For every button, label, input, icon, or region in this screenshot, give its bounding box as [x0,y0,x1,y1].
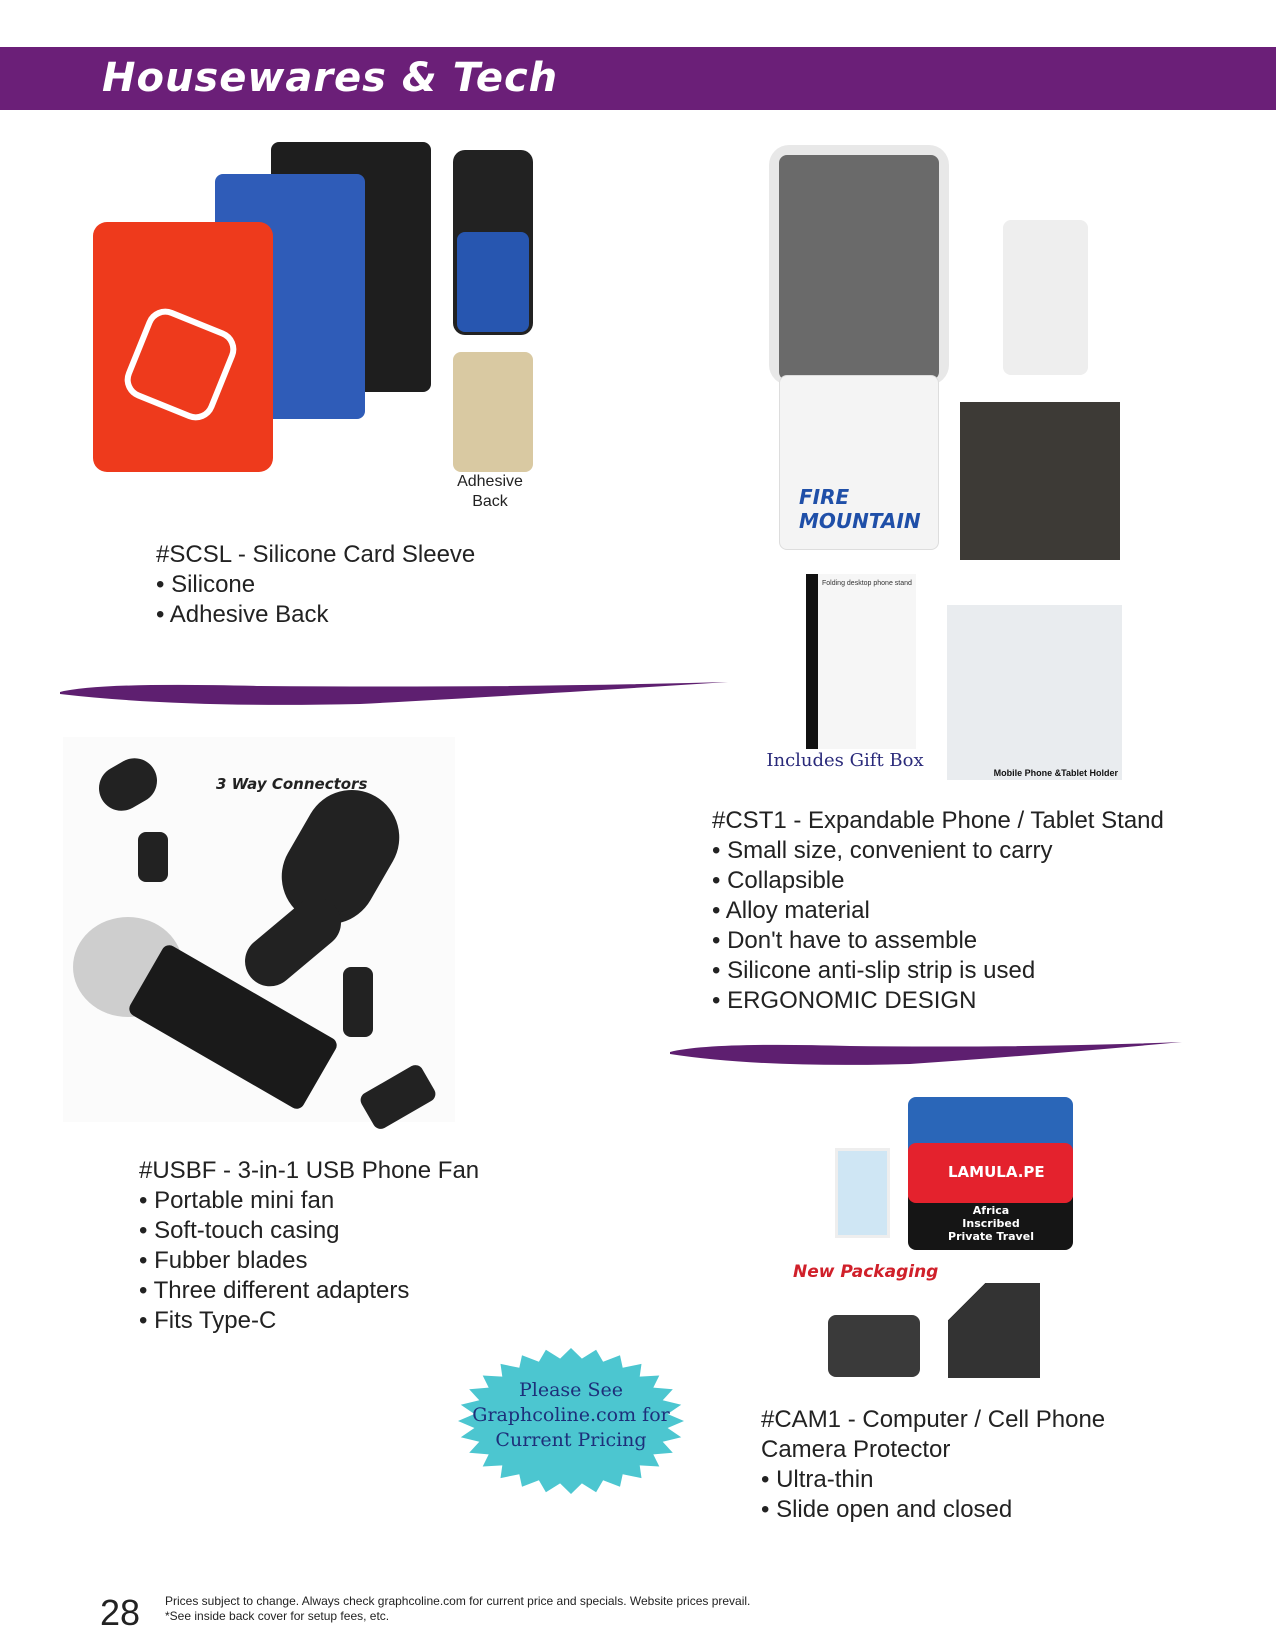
phone-stand-image [769,145,949,550]
badge-line: Please See [519,1379,623,1401]
new-packaging-caption: New Packaging [793,1262,939,1282]
divider-swash [670,1040,1185,1072]
stand-lifestyle-image [947,605,1122,780]
product-cam1-description [761,1405,1105,1525]
laptop-camera-cover-image [948,1283,1040,1378]
product-title: #USBF - 3-in-1 USB Phone Fan [139,1157,480,1184]
gift-box-text: Folding desktop phone stand [822,580,912,587]
lamula-logo: LAMULA.PE [948,1163,1045,1181]
camera-cover-red [908,1143,1073,1203]
product-bullet: • Adhesive Back [156,601,329,628]
product-title: #CST1 - Expandable Phone / Tablet Stand [712,807,1164,834]
product-bullet: • Portable mini fan [139,1187,335,1214]
product-title: Camera Protector [761,1436,951,1463]
stand-lifestyle-label: Mobile Phone &Tablet Holder [993,768,1118,778]
product-bullet: • Soft-touch casing [139,1217,340,1244]
product-title: #SCSL - Silicone Card Sleeve [156,541,476,568]
footer-notes [165,1594,750,1624]
card-sleeve-image [93,142,533,477]
product-bullet: • Alloy material [712,897,870,924]
product-scsl-description [156,540,475,630]
gift-box-image [806,574,916,749]
three-way-connectors-caption: 3 Way Connectors [216,775,368,793]
section-title: Housewares & Tech [102,55,559,101]
usb-fan-image [63,737,455,1122]
product-bullet: • Silicone [156,571,256,598]
product-bullet: • Fits Type-C [139,1307,277,1334]
product-title: #CAM1 - Computer / Cell Phone [761,1406,1106,1433]
gift-box-caption: Includes Gift Box [766,750,924,771]
fire-mountain-logo: FIRE MOUNTAIN [799,485,921,533]
product-bullet: • Small size, convenient to carry [712,837,1053,864]
stand-desk-image [960,402,1120,560]
camera-cover-text: Africa Inscribed Private Travel [948,1204,1034,1243]
divider-swash [60,678,730,710]
product-bullet: • Don't have to assemble [712,927,978,954]
badge-line: Current Pricing [495,1429,647,1451]
product-bullet: • Silicone anti-slip strip is used [712,957,1036,984]
product-bullet: • Fubber blades [139,1247,308,1274]
footer-note: Prices subject to change. Always check graphcoline.com for current price and specials. Website prices prevail. [165,1594,751,1608]
product-bullet: • ERGONOMIC DESIGN [712,987,977,1014]
page-number: 28 [100,1592,141,1633]
product-bullet: • Collapsible [712,867,845,894]
product-bullet: • Ultra-thin [761,1466,874,1493]
product-bullet: • Three different adapters [139,1277,410,1304]
product-bullet: • Slide open and closed [761,1496,1013,1523]
section-header-banner [0,47,1276,110]
adhesive-back-caption: Adhesive Back [457,473,523,510]
packaging-image [835,1148,890,1238]
footer-note: *See inside back cover for setup fees, etc. [165,1609,390,1623]
product-cst1-description [712,806,1164,1016]
product-usbf-description [139,1156,479,1336]
badge-line: Graphcoline.com for [472,1404,670,1426]
stand-folded-image [1003,220,1088,375]
phone-camera-cover-image [828,1315,920,1377]
pricing-badge [456,1346,686,1496]
